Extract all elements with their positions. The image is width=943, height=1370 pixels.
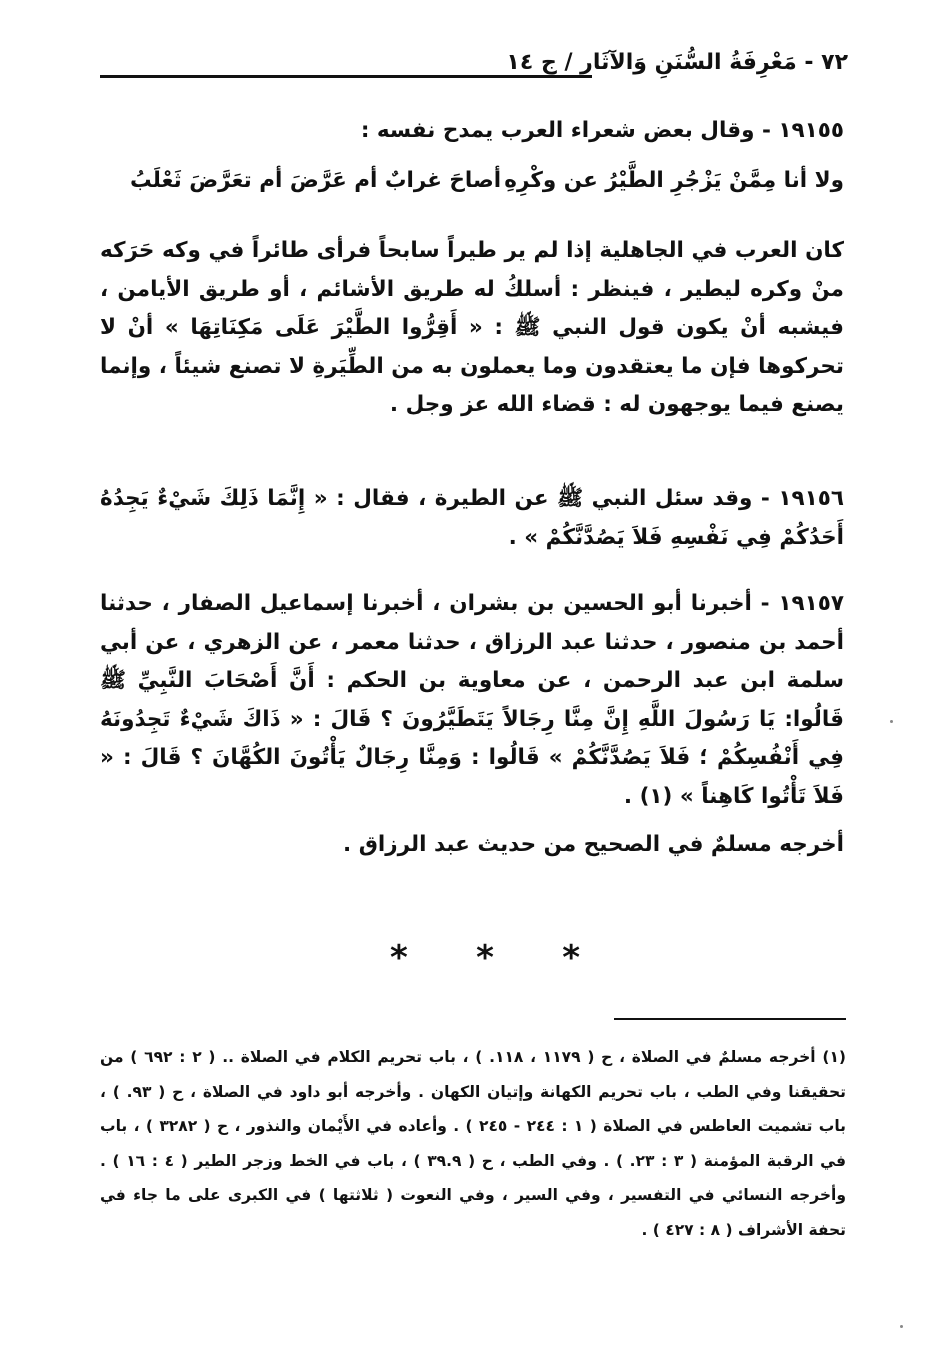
asterisk: *	[562, 938, 580, 978]
section-separator	[390, 938, 580, 978]
poetry-verse	[100, 168, 844, 212]
hadith-19157-takhrij: أخرجه مسلمٌ في الصحيح من حديث عبد الرزاق .	[343, 832, 844, 857]
verse-second-hemistich: أصاحَ غرابٌ أم عَرَّضَ أم تعَرَّضَ ثَعْلَبُ	[130, 168, 502, 193]
hadith-19156: ١٩١٥٦ - وقد سئل النبي ﷺ عن الطيرة ، فقال : « إِنَّمَا ذَلِكَ شَيْءٌ يَجِدُهُ أَحَدُكُمْ فِي نَفْسِهِ فَلاَ يَصُدَّنَّكُمْ » .	[100, 486, 844, 550]
footnote-rule	[614, 1018, 846, 1020]
hadith-19155-intro: ١٩١٥٥ - وقال بعض شعراء العرب يمدح نفسه :	[360, 118, 844, 143]
verse-first-hemistich: ولا أنا مِمَّنْ يَزْجُرِ الطَّيْرُ عن وكْرِهِ	[504, 168, 844, 193]
hadith-19155-commentary: كان العرب في الجاهلية إذا لم ير طيراً سابحاً فرأى طائراً في وكه حَرَكه منْ وكره ليطير ، فينظر : أسلكُ له طريق الأشائم ، أو طريق الأيامن ، فيشبه أنْ يكون قول النبي ﷺ : « أَقِرُّوا الطَّيْرَ عَلَى مَكِنَاتِهَا » أنْ لا تحركوها فإن ما يعتقدون وما يعملون به من الطِّيَرةِ لا تصنع شيئاً ، وإنما يصنع فيما يوجهون له : قضاء الله عز وجل .	[100, 238, 844, 417]
running-head: ٧٢ - مَعْرِفَةُ السُّنَنِ وَالآثَارِ / ج ١٤	[506, 50, 848, 75]
hadith-19157: ١٩١٥٧ - أخبرنا أبو الحسين بن بشران ، أخبرنا إسماعيل الصفار ، حدثنا أحمد بن منصور ، حدثنا عبد الرزاق ، حدثنا معمر ، عن الزهري ، عن أبي سلمة ابن عبد الرحمن ، عن معاوية بن الحكم : أَنَّ أَصْحَابَ النَّبِيِّ ﷺ قَالُوا: يَا رَسُولَ اللَّهِ إِنَّ مِنَّا رِجَالاً يَتَطَيَّرُونَ ؟ قَالَ : « ذَاكَ شَيْءٌ تَجِدُونَهُ فِي أَنْفُسِكُمْ ؛ فَلاَ يَصُدَّنَّكُمْ » قَالُوا : وَمِنَّا رِجَالٌ يَأْتُونَ الكُهَّانَ ؟ قَالَ : « فَلاَ تَأْتُوا كَاهِناً » (١) .	[100, 591, 844, 809]
footnote-1: (١) أخرجه مسلمٌ في الصلاة ، ح ( ١١٧٩ ، ١١٨. ) ، باب تحريم الكلام في الصلاة .. ( ٢ : ٦٩٢ ) من تحقيقنا وفي الطب ، باب تحريم الكهانة وإتيان الكهان . وأخرجه أبو داود في الصلاة ، ح ( ٩٣. ) ، باب تشميت العاطس في الصلاة ( ١ : ٢٤٤ - ٢٤٥ ) . وأعاده في الأَيْمان والنذور ، ح ( ٣٢٨٢ ) ، باب في الرقبة المؤمنة ( ٣ : ٢٣. ) . وفي الطب ، ح ( ٣٩.٩ ) ، باب في الخط وزجر الطير ( ٤ : ١٦ ) . وأخرجه النسائي في التفسير ، وفي السير ، وفي النعوت ( ثلاثتها ) في الكبرى على ما جاء في تحفة الأشراف ( ٨ : ٤٢٧ ) .	[100, 1048, 847, 1239]
asterisk: *	[476, 938, 494, 978]
asterisk: *	[390, 938, 408, 978]
scan-speck	[890, 720, 893, 723]
scan-speck	[900, 1325, 903, 1328]
header-rule	[100, 75, 592, 78]
